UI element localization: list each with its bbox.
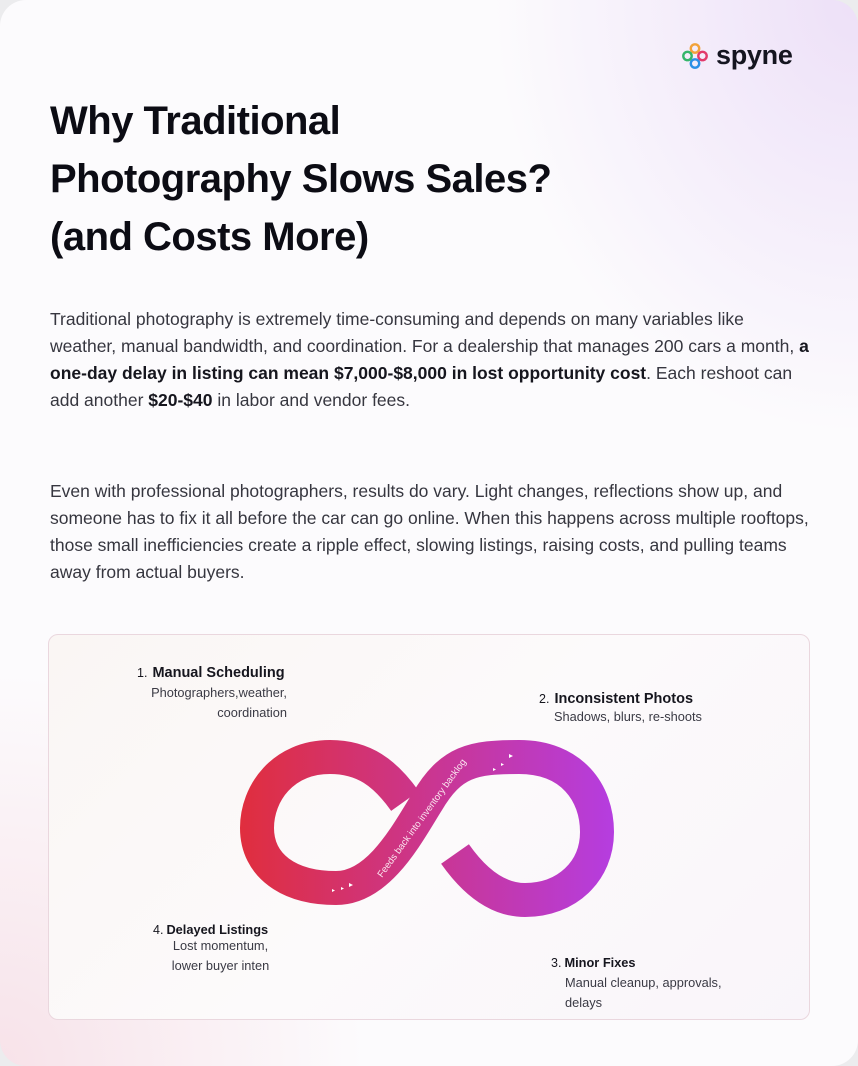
step-3-number: 3.: [551, 956, 562, 970]
step-delayed-listings: [153, 922, 293, 976]
step-3-description: [551, 973, 751, 1013]
step-2-title: Inconsistent Photos: [554, 691, 694, 707]
step-4-desc-line-1: Lost momentum,: [172, 938, 269, 953]
step-4-number: 4.: [153, 923, 164, 937]
step-3-desc-line-2: delays: [565, 995, 602, 1010]
step-manual-scheduling: [137, 665, 287, 723]
step-4-description: [153, 936, 288, 976]
loop-label: Feeds back into inventory backlog: [375, 757, 469, 880]
intro-text-1: Traditional photography is extremely time-consuming and depends on many variables like weather, manual bandwidth, and coordination. For a dealership that manages 200 cars a month,: [50, 309, 800, 356]
title-line-2: Photography Slows Sales?: [50, 157, 552, 201]
title-line-3: (and Costs More): [50, 215, 369, 259]
step-3-title: Minor Fixes: [564, 955, 636, 970]
infinity-loop-diagram: [48, 634, 810, 1020]
spyne-logo-icon: [680, 41, 710, 71]
page-title: [50, 92, 650, 266]
step-4-header: [153, 922, 293, 937]
step-2-description: Shadows, blurs, re-shoots: [554, 709, 702, 724]
step-1-title: Manual Scheduling: [152, 665, 285, 681]
step-4-title: Delayed Listings: [166, 922, 269, 937]
intro-paragraph: [50, 306, 810, 414]
intro-text-3: in labor and vendor fees.: [212, 390, 411, 410]
step-minor-fixes: [551, 955, 751, 1013]
step-2-number: 2.: [539, 692, 550, 706]
body-paragraph: Even with professional photographers, results do vary. Light changes, reflections show up, and someone has to fix it all before the car can go online. When this happens across multiple rooftops, those small inefficiencies create a ripple effect, slowing listings, raising costs, and pulling teams away from actual buyers.: [50, 481, 809, 582]
step-3-desc-line-1: Manual cleanup, approvals,: [565, 975, 722, 990]
step-1-number: 1.: [137, 666, 148, 680]
step-2-header: [539, 691, 739, 707]
brand-name: spyne: [716, 40, 793, 70]
step-inconsistent-photos: [539, 691, 739, 727]
title-line-1: Why Traditional: [50, 99, 341, 143]
step-3-header: [551, 955, 751, 970]
step-1-desc-line-1: Photographers,weather,: [151, 685, 287, 700]
step-1-desc-line-2: coordination: [217, 705, 287, 720]
step-1-description: [137, 683, 287, 723]
step-4-desc-line-2: lower buyer inten: [171, 958, 270, 973]
intro-text-2: . Each reshoot can add another: [50, 363, 793, 410]
step-1-header: [137, 665, 287, 681]
brand-logo[interactable]: [680, 40, 793, 71]
intro-bold-1: a one-day delay in listing can mean $7,000-$8,000 in lost opportunity cost: [50, 336, 809, 383]
intro-bold-2: $20-$40: [148, 390, 213, 410]
